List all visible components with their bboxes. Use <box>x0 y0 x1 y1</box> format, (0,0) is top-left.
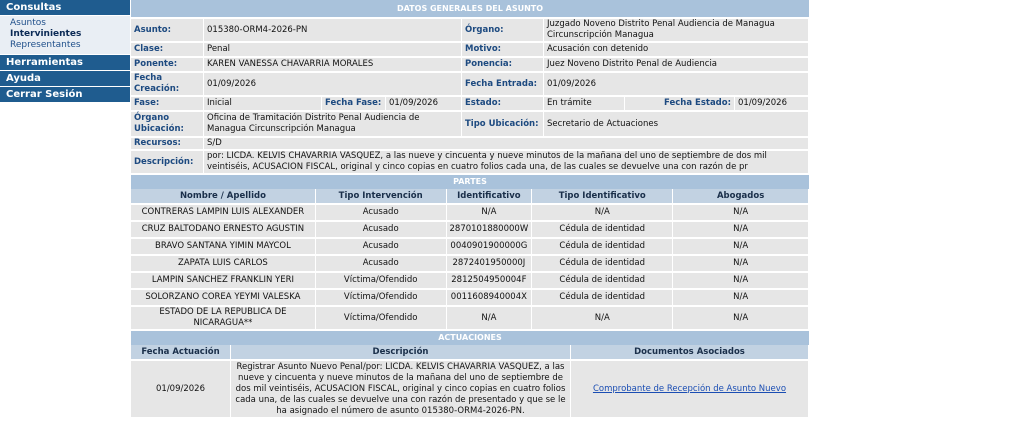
parte-tipo-intervencion: Acusado <box>316 220 447 237</box>
actuacion-fecha: 01/09/2026 <box>131 359 231 417</box>
parte-tipo-identificativo: N/A <box>532 203 673 220</box>
menu-link-intervinientes[interactable]: Intervinientes <box>10 29 82 39</box>
asunto-value: 015380-ORM4-2026-PN <box>204 17 462 41</box>
general-data-table <box>131 17 809 173</box>
actuacion-documentos <box>571 359 809 417</box>
parte-identificativo: N/A <box>447 203 533 220</box>
parte-tipo-intervencion: Acusado <box>316 254 447 271</box>
parte-abogados: N/A <box>673 237 809 254</box>
menu-link-asuntos[interactable]: Asuntos <box>10 18 46 28</box>
descripcion-value: por: LICDA. KELVIS CHAVARRIA VASQUEZ, a las nueve y cincuenta y nueve minutos de la mañana del uno de septiembre de dos mil veintiséis, ACUSACION FISCAL, original y cinco copias en cuatro folios cada una, de las cuales se devuelve una con razón de pr <box>204 149 809 173</box>
menu-consultas[interactable]: Consultas <box>0 0 130 16</box>
tipo-ubicacion-label: Tipo Ubicación: <box>462 110 544 136</box>
partes-row <box>131 237 809 254</box>
actuacion-descripcion: Registrar Asunto Nuevo Penal/por: LICDA. KELVIS CHAVARRIA VASQUEZ, a las nueve y cincuenta y nueve minutos de la mañana del uno de septiembre de dos mil veintiséis, ACUSACION FISCAL, original y cinco copias en cuatro folios cada una, de las cuales se devuelve una con razón de presentado y que se le ha asignado el número de asunto 015380-ORM4-2026-PN. <box>231 359 571 417</box>
ponencia-value: Juez Noveno Distrito Penal de Audiencia <box>544 56 809 71</box>
partes-row <box>131 220 809 237</box>
parte-identificativo: N/A <box>447 305 533 329</box>
actuaciones-table <box>131 345 809 417</box>
parte-abogados: N/A <box>673 271 809 288</box>
parte-nombre: SOLORZANO COREA YEYMI VALESKA <box>131 288 316 305</box>
parte-abogados: N/A <box>673 254 809 271</box>
parte-nombre: BRAVO SANTANA YIMIN MAYCOL <box>131 237 316 254</box>
fecha-creacion-value: 01/09/2026 <box>204 71 462 95</box>
partes-col-tipo-identificativo: Tipo Identificativo <box>532 189 673 203</box>
fecha-fase-value: 01/09/2026 <box>386 95 462 110</box>
clase-label: Clase: <box>131 41 204 56</box>
ponente-value: KAREN VANESSA CHAVARRIA MORALES <box>204 56 462 71</box>
parte-tipo-identificativo: Cédula de identidad <box>532 254 673 271</box>
fase-value: Inicial <box>204 95 322 110</box>
partes-col-abogados: Abogados <box>673 189 809 203</box>
organo-label: Órgano: <box>462 17 544 41</box>
partes-row <box>131 305 809 329</box>
menu-cerrar-sesion[interactable]: Cerrar Sesión <box>0 87 130 103</box>
partes-row <box>131 203 809 220</box>
recursos-value: S/D <box>204 136 809 149</box>
organo-ubicacion-label: Órgano Ubicación: <box>131 110 204 136</box>
partes-row <box>131 271 809 288</box>
documento-comprobante-link[interactable]: Comprobante de Recepción de Asunto Nuevo <box>592 383 787 394</box>
parte-abogados: N/A <box>673 288 809 305</box>
fase-label: Fase: <box>131 95 204 110</box>
fecha-entrada-label: Fecha Entrada: <box>462 71 544 95</box>
fecha-estado-label: Fecha Estado: <box>625 95 735 110</box>
actuaciones-col-descripcion: Descripción <box>231 345 571 359</box>
estado-value: En trámite <box>544 95 625 110</box>
partes-row <box>131 254 809 271</box>
parte-abogados: N/A <box>673 305 809 329</box>
organo-ubicacion-value: Oficina de Tramitación Distrito Penal Audiencia de Managua Circunscripción Managua <box>204 110 462 136</box>
menu-herramientas[interactable]: Herramientas <box>0 55 130 71</box>
parte-tipo-identificativo: Cédula de identidad <box>532 220 673 237</box>
parte-tipo-intervencion: Víctima/Ofendido <box>316 271 447 288</box>
parte-abogados: N/A <box>673 203 809 220</box>
ponencia-label: Ponencia: <box>462 56 544 71</box>
sidebar-menu <box>0 0 130 103</box>
consultas-submenu <box>0 16 130 55</box>
fecha-fase-label: Fecha Fase: <box>322 95 386 110</box>
motivo-value: Acusación con detenido <box>544 41 809 56</box>
parte-nombre: CRUZ BALTODANO ERNESTO AGUSTIN <box>131 220 316 237</box>
partes-section-title: PARTES <box>131 175 809 189</box>
parte-identificativo: 2812504950004F <box>447 271 533 288</box>
menu-link-representantes[interactable]: Representantes <box>10 40 81 50</box>
parte-identificativo: 2870101880000W <box>447 220 533 237</box>
asunto-label: Asunto: <box>131 17 204 41</box>
parte-tipo-identificativo: Cédula de identidad <box>532 271 673 288</box>
parte-identificativo: 0040901900000G <box>447 237 533 254</box>
parte-nombre: ESTADO DE LA REPUBLICA DE NICARAGUA** <box>131 305 316 329</box>
fecha-creacion-label: Fecha Creación: <box>131 71 204 95</box>
parte-tipo-identificativo: Cédula de identidad <box>532 288 673 305</box>
estado-label: Estado: <box>462 95 544 110</box>
actuacion-row <box>131 359 809 417</box>
parte-tipo-identificativo: Cédula de identidad <box>532 237 673 254</box>
actuaciones-col-fecha: Fecha Actuación <box>131 345 231 359</box>
main-content <box>131 0 809 417</box>
ponente-label: Ponente: <box>131 56 204 71</box>
parte-nombre: LAMPIN SANCHEZ FRANKLIN YERI <box>131 271 316 288</box>
parte-identificativo: 2872401950000J <box>447 254 533 271</box>
motivo-label: Motivo: <box>462 41 544 56</box>
partes-row <box>131 288 809 305</box>
partes-table <box>131 189 809 329</box>
fecha-estado-value: 01/09/2026 <box>735 95 809 110</box>
recursos-label: Recursos: <box>131 136 204 149</box>
clase-value: Penal <box>204 41 462 56</box>
parte-tipo-intervencion: Víctima/Ofendido <box>316 288 447 305</box>
tipo-ubicacion-value: Secretario de Actuaciones <box>544 110 809 136</box>
parte-nombre: CONTRERAS LAMPIN LUIS ALEXANDER <box>131 203 316 220</box>
parte-abogados: N/A <box>673 220 809 237</box>
parte-tipo-identificativo: N/A <box>532 305 673 329</box>
parte-nombre: ZAPATA LUIS CARLOS <box>131 254 316 271</box>
actuaciones-section-title: ACTUACIONES <box>131 331 809 345</box>
organo-value: Juzgado Noveno Distrito Penal Audiencia de Managua Circunscripción Managua <box>544 17 809 41</box>
descripcion-label: Descripción: <box>131 149 204 173</box>
partes-col-nombre: Nombre / Apellido <box>131 189 316 203</box>
actuaciones-col-documentos: Documentos Asociados <box>571 345 809 359</box>
parte-tipo-intervencion: Acusado <box>316 237 447 254</box>
fecha-entrada-value: 01/09/2026 <box>544 71 809 95</box>
parte-tipo-intervencion: Víctima/Ofendido <box>316 305 447 329</box>
partes-col-identificativo: Identificativo <box>447 189 533 203</box>
general-section-title: DATOS GENERALES DEL ASUNTO <box>131 0 809 17</box>
menu-ayuda[interactable]: Ayuda <box>0 71 130 87</box>
parte-tipo-intervencion: Acusado <box>316 203 447 220</box>
parte-identificativo: 0011608940004X <box>447 288 533 305</box>
partes-col-tipo-intervencion: Tipo Intervención <box>316 189 447 203</box>
